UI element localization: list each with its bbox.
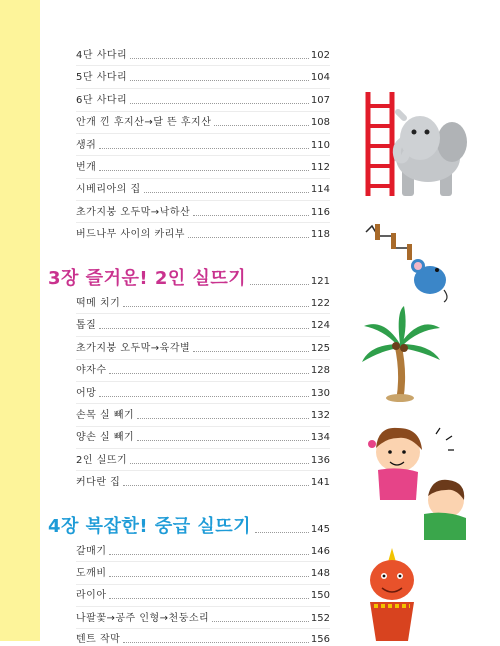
toc-entry-title: 커다란 집: [76, 477, 121, 488]
toc-entry[interactable]: [76, 46, 330, 62]
toc-entry-page: 122: [310, 298, 330, 309]
toc-entry[interactable]: [76, 428, 330, 444]
leader-dots: [99, 327, 309, 329]
leader-dots: [123, 641, 309, 643]
row-divider: [76, 584, 330, 585]
toc-entry[interactable]: [76, 68, 330, 84]
toc-entry[interactable]: [76, 113, 330, 129]
chapter-4-heading[interactable]: [48, 514, 330, 538]
toc-entry-page: 112: [310, 162, 330, 173]
row-divider: [76, 403, 330, 404]
toc-entry[interactable]: [76, 91, 330, 107]
leader-dots: [109, 372, 308, 374]
toc-entry-title: 텐트 작막: [76, 634, 121, 645]
leader-dots: [193, 214, 309, 216]
toc-entry-title: 초가지붕 오두막→낙하산: [76, 207, 191, 218]
leader-dots: [109, 597, 308, 599]
leader-dots: [123, 305, 309, 307]
toc-entry[interactable]: [76, 586, 330, 602]
leader-dots: [212, 620, 309, 622]
toc-entry-page: 141: [310, 477, 330, 488]
toc-entry[interactable]: [76, 361, 330, 377]
toc-entry-page: 116: [310, 207, 330, 218]
toc-entry-title: 시베리아의 집: [76, 184, 141, 195]
toc-entry-page: 114: [310, 184, 330, 195]
toc-entry[interactable]: [76, 451, 330, 467]
toc-entry-title: 라이아: [76, 590, 107, 601]
leader-dots: [214, 124, 309, 126]
ladder-string-figure-icon: [368, 92, 392, 196]
toc-entry-page: 134: [310, 432, 330, 443]
leader-dots: [130, 57, 309, 59]
row-divider: [76, 606, 330, 607]
chapter-page: 121: [310, 276, 330, 287]
toc-entry[interactable]: [76, 339, 330, 355]
toc-entry-title: 6단 사다리: [76, 95, 128, 106]
mouse-icon: [411, 259, 447, 302]
toc-entry[interactable]: [76, 316, 330, 332]
leader-dots: [130, 79, 309, 81]
toc-entry-page: 130: [310, 388, 330, 399]
leader-dots: [99, 395, 309, 397]
leader-dots: [250, 283, 309, 285]
row-divider: [76, 178, 330, 179]
toc-entry-page: 124: [310, 320, 330, 331]
toc-entry[interactable]: [76, 609, 330, 625]
leader-dots: [137, 417, 309, 419]
toc-entry-title: 톱질: [76, 320, 97, 331]
leader-dots: [130, 462, 309, 464]
toc-entry[interactable]: [76, 294, 330, 310]
row-divider: [76, 381, 330, 382]
toc-entry-page: 107: [310, 95, 330, 106]
toc-entry[interactable]: [76, 406, 330, 422]
toc-entry-page: 152: [310, 613, 330, 624]
toc-entry-title: 초가지붕 오두막→육각별: [76, 343, 191, 354]
toc-entry-page: 118: [310, 229, 330, 240]
toc-entry-page: 150: [310, 590, 330, 601]
row-divider: [76, 336, 330, 337]
row-divider: [76, 448, 330, 449]
row-divider: [76, 133, 330, 134]
toc-entry[interactable]: [76, 473, 330, 489]
chapter-page: 145: [310, 524, 330, 535]
leader-dots: [99, 169, 309, 171]
toc-entry-page: 146: [310, 546, 330, 557]
leader-dots: [193, 350, 309, 352]
chapter-title: 4장 복잡한! 중급 실뜨기: [48, 516, 252, 537]
toc-entry[interactable]: [76, 384, 330, 400]
chapter-3-heading[interactable]: [48, 266, 330, 290]
toc-entry-title: 야자수: [76, 365, 107, 376]
row-divider: [76, 155, 330, 156]
row-divider: [76, 200, 330, 201]
toc-entry-page: 148: [310, 568, 330, 579]
toc-entry-title: 도깨비: [76, 568, 107, 579]
two-children-icon: [368, 428, 466, 540]
toc-entry-page: 104: [310, 72, 330, 83]
chapter-title: 3장 즐거운! 2인 실뜨기: [48, 268, 247, 289]
illustrations: [355, 0, 500, 641]
toc-entry-title: 어망: [76, 388, 97, 399]
toc-entry-page: 110: [310, 140, 330, 151]
palm-tree-icon: [362, 306, 440, 402]
toc-entry-title: 안개 낀 후지산→달 뜬 후지산: [76, 117, 212, 128]
toc-entry[interactable]: [76, 203, 330, 219]
leader-dots: [255, 531, 309, 533]
leader-dots: [123, 484, 309, 486]
row-divider: [76, 313, 330, 314]
toc-entry-page: 102: [310, 50, 330, 61]
row-divider: [76, 561, 330, 562]
row-divider: [76, 111, 330, 112]
toc-entry-page: 156: [310, 634, 330, 645]
toc-entry-title: 나팔꽃→공주 인형→천둥소리: [76, 613, 210, 624]
elephant-icon: [396, 112, 467, 196]
toc-entry-title: 4단 사다리: [76, 50, 128, 61]
caribou-string-figure-icon: [366, 224, 412, 260]
toc-entry-page: 128: [310, 365, 330, 376]
row-divider: [76, 470, 330, 471]
toc-entry[interactable]: [76, 180, 330, 196]
toc-entry[interactable]: [76, 630, 330, 646]
row-divider: [76, 426, 330, 427]
leader-dots: [109, 575, 308, 577]
toc-entry[interactable]: [76, 158, 330, 174]
leader-dots: [144, 191, 309, 193]
leader-dots: [99, 147, 309, 149]
toc-entry[interactable]: [76, 564, 330, 580]
row-divider: [76, 628, 330, 629]
toc-entry-page: 132: [310, 410, 330, 421]
leader-dots: [137, 439, 309, 441]
toc-entry-page: 136: [310, 455, 330, 466]
toc-entry[interactable]: [76, 136, 330, 152]
toc-entry-page: 125: [310, 343, 330, 354]
leader-dots: [188, 236, 309, 238]
toc-entry-title: 번개: [76, 162, 97, 173]
leader-dots: [130, 102, 309, 104]
red-ogre-icon: [370, 548, 414, 641]
row-divider: [76, 222, 330, 223]
toc-entry[interactable]: [76, 225, 330, 241]
toc-entry[interactable]: [76, 542, 330, 558]
leader-dots: [109, 553, 308, 555]
toc-entry-title: 2인 실뜨기: [76, 455, 128, 466]
row-divider: [76, 359, 330, 360]
toc-entry-page: 108: [310, 117, 330, 128]
toc-entry-title: 5단 사다리: [76, 72, 128, 83]
toc-entry-title: 버드나무 사이의 카리부: [76, 229, 185, 240]
toc-entry-title: 갈매기: [76, 546, 107, 557]
toc-entry-title: 손목 실 빼기: [76, 410, 135, 421]
row-divider: [76, 88, 330, 89]
toc-entry-title: 떡메 치기: [76, 298, 121, 309]
row-divider: [76, 65, 330, 66]
toc-entry-title: 양손 실 빼기: [76, 432, 135, 443]
toc-entry-title: 생쥐: [76, 140, 97, 151]
